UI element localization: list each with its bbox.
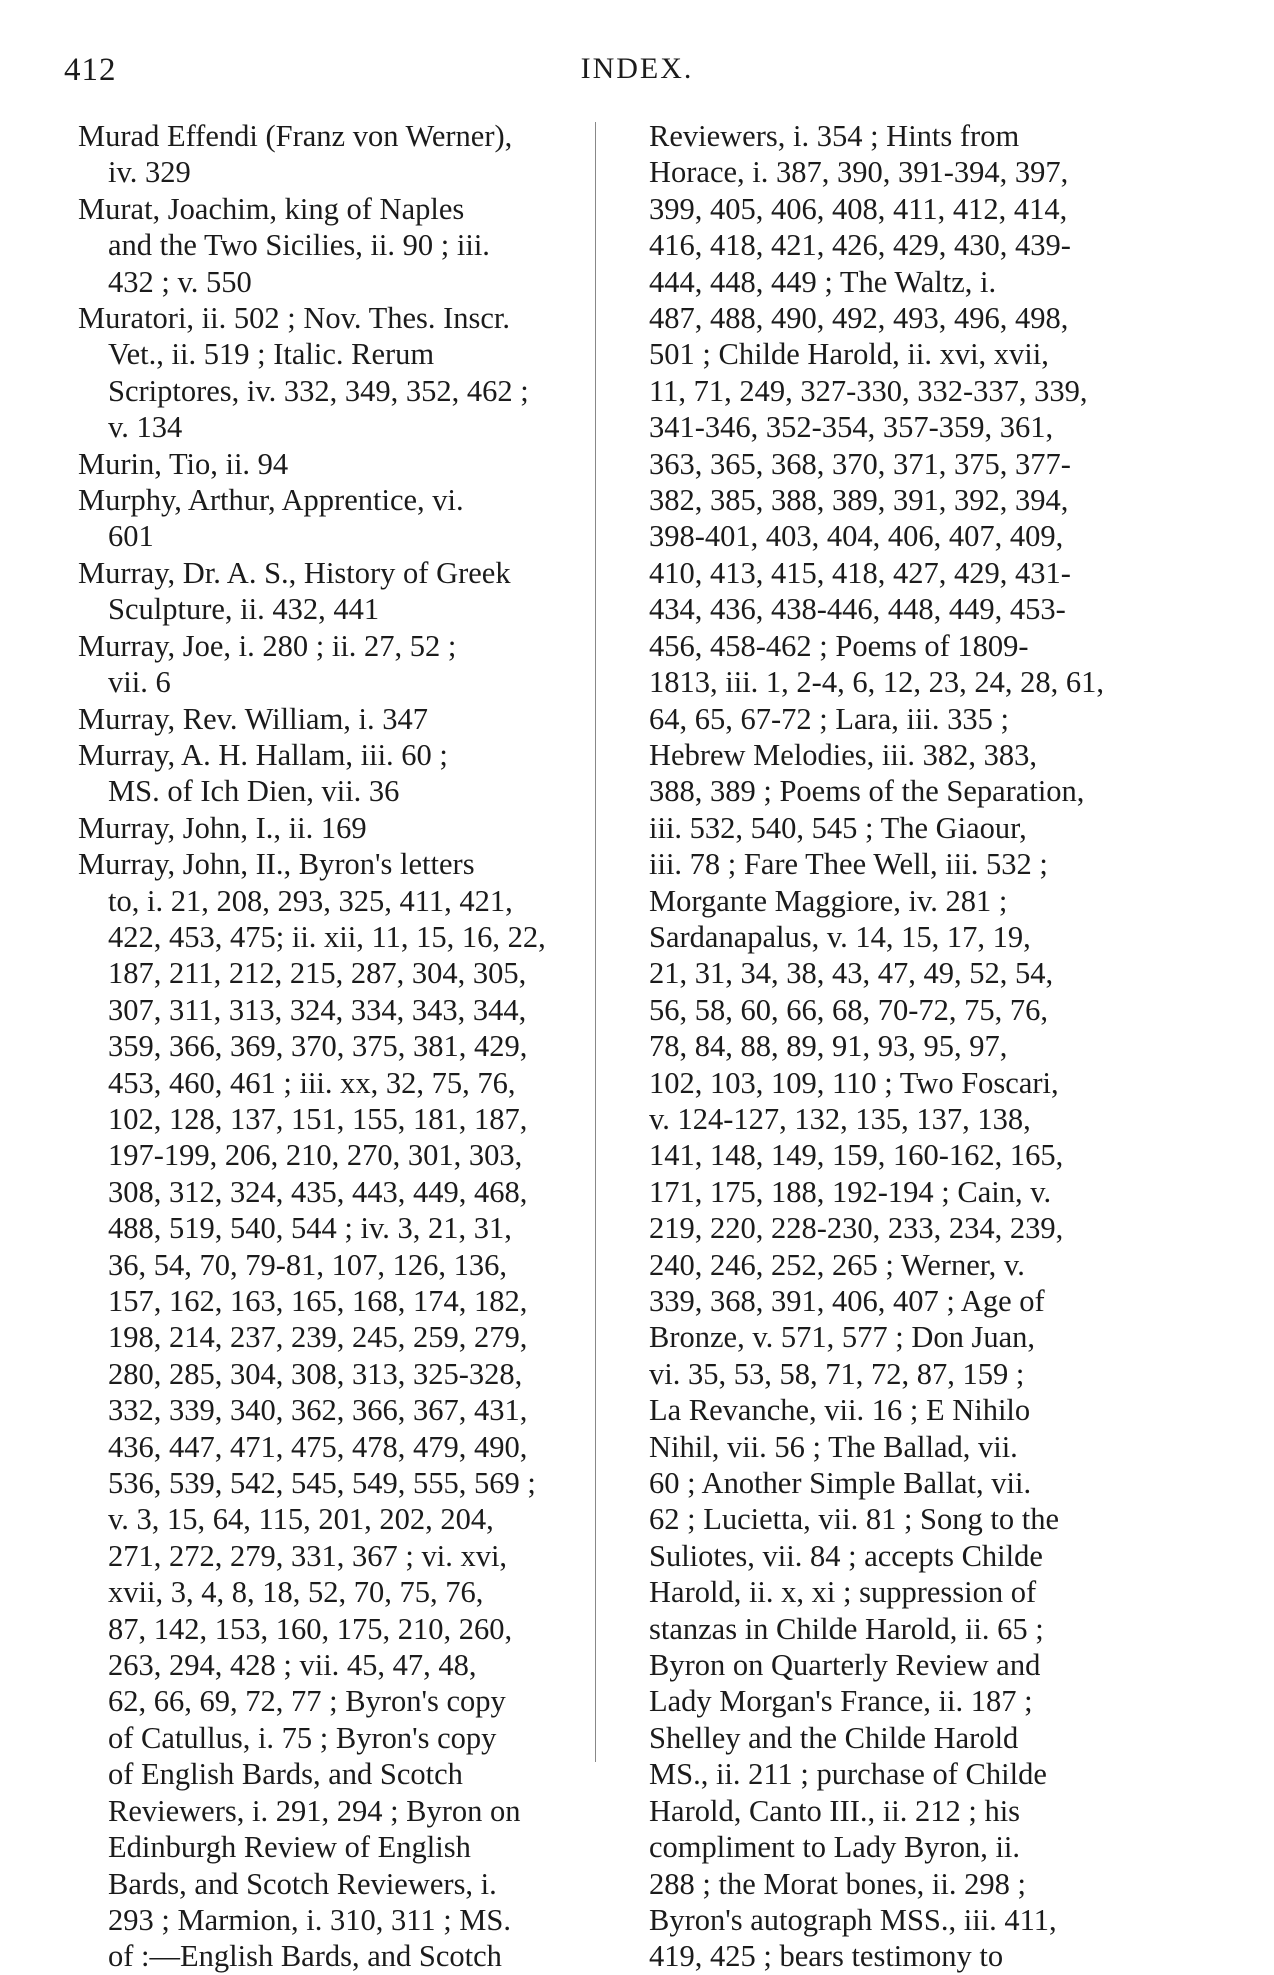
index-entry bbox=[78, 300, 572, 446]
index-line: Horace, i. 387, 390, 391-394, 397, bbox=[649, 155, 1069, 190]
index-line: Reviewers, i. 354 ; Hints from bbox=[649, 119, 1020, 153]
index-line: Hebrew Melodies, iii. 382, 383, bbox=[649, 737, 1037, 772]
index-entry bbox=[78, 628, 572, 701]
index-line: Murin, Tio, ii. 94 bbox=[78, 446, 289, 481]
index-line: Muratori, ii. 502 ; Nov. Thes. Inscr. bbox=[78, 301, 511, 336]
index-line: iii. 532, 540, 545 ; The Giaour, bbox=[649, 810, 1027, 845]
index-line: Morgante Maggiore, iv. 281 ; bbox=[649, 883, 1008, 918]
index-line: Murphy, Arthur, Apprentice, vi. bbox=[78, 483, 464, 518]
index-entry bbox=[78, 846, 572, 1975]
index-line: Lady Morgan's France, ii. 187 ; bbox=[649, 1684, 1033, 1719]
index-line: 293 ; Marmion, i. 310, 311 ; MS. bbox=[108, 1902, 512, 1937]
index-entry bbox=[78, 701, 572, 737]
index-line: Murray, Rev. William, i. 347 bbox=[78, 701, 429, 736]
index-line: 410, 413, 415, 418, 427, 429, 431- bbox=[649, 555, 1071, 590]
index-line: iv. 329 bbox=[108, 155, 191, 190]
index-line: 187, 211, 212, 215, 287, 304, 305, bbox=[108, 956, 527, 991]
index-line: 171, 175, 188, 192-194 ; Cain, v. bbox=[649, 1174, 1052, 1209]
index-line: 271, 272, 279, 331, 367 ; vi. xvi, bbox=[108, 1538, 508, 1573]
index-entry bbox=[78, 118, 572, 191]
index-line: La Revanche, vii. 16 ; E Nihilo bbox=[649, 1393, 1031, 1428]
index-line: 339, 368, 391, 406, 407 ; Age of bbox=[649, 1284, 1045, 1318]
index-line: Harold, Canto III., ii. 212 ; his bbox=[649, 1793, 1021, 1828]
index-line: MS. of Ich Dien, vii. 36 bbox=[108, 774, 400, 809]
index-line: 36, 54, 70, 79-81, 107, 126, 136, bbox=[108, 1247, 508, 1282]
index-line: to, i. 21, 208, 293, 325, 411, 421, bbox=[108, 883, 513, 918]
index-line: Byron's autograph MSS., iii. 411, bbox=[649, 1902, 1057, 1937]
index-line: 263, 294, 428 ; vii. 45, 47, 48, bbox=[108, 1648, 477, 1683]
index-entry bbox=[78, 191, 572, 300]
index-line: 501 ; Childe Harold, ii. xvi, xvii, bbox=[649, 337, 1049, 372]
index-line: 434, 436, 438-446, 448, 449, 453- bbox=[649, 592, 1066, 627]
index-line: 363, 365, 368, 370, 371, 375, 377- bbox=[649, 446, 1071, 481]
index-line: 488, 519, 540, 544 ; iv. 3, 21, 31, bbox=[108, 1211, 512, 1246]
index-line: 456, 458-462 ; Poems of 1809- bbox=[649, 628, 1029, 663]
index-entry bbox=[78, 482, 572, 555]
index-line: 422, 453, 475; ii. xii, 11, 15, 16, 22, bbox=[108, 919, 546, 954]
index-line: and the Two Sicilies, ii. 90 ; iii. bbox=[108, 228, 490, 263]
index-line: 11, 71, 249, 327-330, 332-337, 339, bbox=[649, 373, 1088, 408]
index-line: 308, 312, 324, 435, 443, 449, 468, bbox=[108, 1174, 528, 1209]
index-line: stanzas in Childe Harold, ii. 65 ; bbox=[649, 1611, 1044, 1646]
index-line: Bronze, v. 571, 577 ; Don Juan, bbox=[649, 1320, 1036, 1355]
index-line: 157, 162, 163, 165, 168, 174, 182, bbox=[108, 1284, 528, 1318]
index-line: Murray, Joe, i. 280 ; ii. 27, 52 ; bbox=[78, 628, 457, 663]
index-line: 536, 539, 542, 545, 549, 555, 569 ; bbox=[108, 1466, 536, 1501]
index-line: Murad Effendi (Franz von Werner), bbox=[78, 119, 513, 153]
index-line: 64, 65, 67-72 ; Lara, iii. 335 ; bbox=[649, 701, 1010, 736]
index-line: of English Bards, and Scotch bbox=[108, 1757, 463, 1792]
index-line: 444, 448, 449 ; The Waltz, i. bbox=[649, 264, 997, 299]
index-line: Sardanapalus, v. 14, 15, 17, 19, bbox=[649, 919, 1031, 954]
index-line: Harold, ii. x, xi ; suppression of bbox=[649, 1575, 1037, 1610]
index-line: 219, 220, 228-230, 233, 234, 239, bbox=[649, 1211, 1064, 1246]
index-line: 1813, iii. 1, 2-4, 6, 12, 23, 24, 28, 61, bbox=[649, 665, 1104, 700]
page-number: 412 bbox=[64, 52, 117, 88]
index-line: 240, 246, 252, 265 ; Werner, v. bbox=[649, 1247, 1025, 1282]
index-line: Nihil, vii. 56 ; The Ballad, vii. bbox=[649, 1429, 1018, 1464]
index-line: Bards, and Scotch Reviewers, i. bbox=[108, 1866, 497, 1901]
index-line: Murray, John, I., ii. 169 bbox=[78, 810, 367, 845]
index-right-column bbox=[649, 118, 1121, 1975]
index-line: Murray, Dr. A. S., History of Greek bbox=[78, 555, 511, 590]
index-line: iii. 78 ; Fare Thee Well, iii. 532 ; bbox=[649, 847, 1048, 882]
running-head: INDEX. bbox=[580, 52, 694, 85]
index-line: 399, 405, 406, 408, 411, 412, 414, bbox=[649, 191, 1068, 226]
index-line: 87, 142, 153, 160, 175, 210, 260, bbox=[108, 1611, 513, 1646]
index-line: Shelley and the Childe Harold bbox=[649, 1720, 1019, 1755]
index-line: 453, 460, 461 ; iii. xx, 32, 75, 76, bbox=[108, 1065, 516, 1100]
index-line: 56, 58, 60, 66, 68, 70-72, 75, 76, bbox=[649, 992, 1049, 1027]
index-line: 62 ; Lucietta, vii. 81 ; Song to the bbox=[649, 1502, 1060, 1537]
index-line: 332, 339, 340, 362, 366, 367, 431, bbox=[108, 1393, 528, 1428]
index-line: 307, 311, 313, 324, 334, 343, 344, bbox=[108, 992, 527, 1027]
index-line: of Catullus, i. 75 ; Byron's copy bbox=[108, 1720, 497, 1755]
index-line: MS., ii. 211 ; purchase of Childe bbox=[649, 1757, 1047, 1792]
index-line: 78, 84, 88, 89, 91, 93, 95, 97, bbox=[649, 1029, 1008, 1064]
index-line: Murray, John, II., Byron's letters bbox=[78, 847, 475, 882]
index-line: Sculpture, ii. 432, 441 bbox=[108, 592, 380, 627]
index-line: Byron on Quarterly Review and bbox=[649, 1648, 1041, 1683]
index-line: 280, 285, 304, 308, 313, 325-328, bbox=[108, 1356, 523, 1391]
index-line: 388, 389 ; Poems of the Separation, bbox=[649, 774, 1085, 809]
index-line: Murat, Joachim, king of Naples bbox=[78, 191, 465, 226]
index-line: vi. 35, 53, 58, 71, 72, 87, 159 ; bbox=[649, 1356, 1025, 1391]
index-line: Suliotes, vii. 84 ; accepts Childe bbox=[649, 1538, 1043, 1573]
index-line: Reviewers, i. 291, 294 ; Byron on bbox=[108, 1793, 521, 1828]
index-entry bbox=[78, 555, 572, 628]
index-entry bbox=[78, 446, 572, 482]
column-rule bbox=[595, 122, 596, 1762]
index-line: 141, 148, 149, 159, 160-162, 165, bbox=[649, 1138, 1064, 1173]
index-line: Edinburgh Review of English bbox=[108, 1830, 471, 1865]
index-line: Murray, A. H. Hallam, iii. 60 ; bbox=[78, 737, 448, 772]
index-line: 102, 103, 109, 110 ; Two Foscari, bbox=[649, 1065, 1059, 1100]
index-entry bbox=[78, 737, 572, 810]
index-line: 102, 128, 137, 151, 155, 181, 187, bbox=[108, 1101, 528, 1136]
index-line: 382, 385, 388, 389, 391, 392, 394, bbox=[649, 483, 1069, 518]
index-line: 432 ; v. 550 bbox=[108, 264, 252, 299]
index-line: 288 ; the Morat bones, ii. 298 ; bbox=[649, 1866, 1026, 1901]
index-line: of :—English Bards, and Scotch bbox=[108, 1939, 502, 1974]
index-line: 197-199, 206, 210, 270, 301, 303, bbox=[108, 1138, 523, 1173]
index-line: Scriptores, iv. 332, 349, 352, 462 ; bbox=[108, 373, 529, 408]
index-line: vii. 6 bbox=[108, 665, 171, 700]
index-line: 198, 214, 237, 239, 245, 259, 279, bbox=[108, 1320, 528, 1355]
index-line: 601 bbox=[108, 519, 154, 554]
index-line: v. 134 bbox=[108, 410, 183, 445]
index-line: 419, 425 ; bears testimony to bbox=[649, 1939, 1004, 1974]
index-line: xvii, 3, 4, 8, 18, 52, 70, 75, 76, bbox=[108, 1575, 484, 1610]
index-line: 359, 366, 369, 370, 375, 381, 429, bbox=[108, 1029, 528, 1064]
index-entry bbox=[78, 810, 572, 846]
index-line: Vet., ii. 519 ; Italic. Rerum bbox=[108, 337, 435, 372]
index-left-column bbox=[78, 118, 572, 1975]
index-line: 60 ; Another Simple Ballat, vii. bbox=[649, 1466, 1032, 1501]
index-line: 487, 488, 490, 492, 493, 496, 498, bbox=[649, 301, 1069, 336]
index-line: 436, 447, 471, 475, 478, 479, 490, bbox=[108, 1429, 528, 1464]
index-line: v. 3, 15, 64, 115, 201, 202, 204, bbox=[108, 1502, 494, 1537]
index-line: 398-401, 403, 404, 406, 407, 409, bbox=[649, 519, 1064, 554]
index-line: 21, 31, 34, 38, 43, 47, 49, 52, 54, bbox=[649, 956, 1054, 991]
index-line: 62, 66, 69, 72, 77 ; Byron's copy bbox=[108, 1684, 506, 1719]
index-line: 416, 418, 421, 426, 429, 430, 439- bbox=[649, 228, 1071, 263]
index-line: v. 124-127, 132, 135, 137, 138, bbox=[649, 1101, 1031, 1136]
index-line: compliment to Lady Byron, ii. bbox=[649, 1830, 1021, 1865]
index-line: 341-346, 352-354, 357-359, 361, bbox=[649, 410, 1054, 445]
